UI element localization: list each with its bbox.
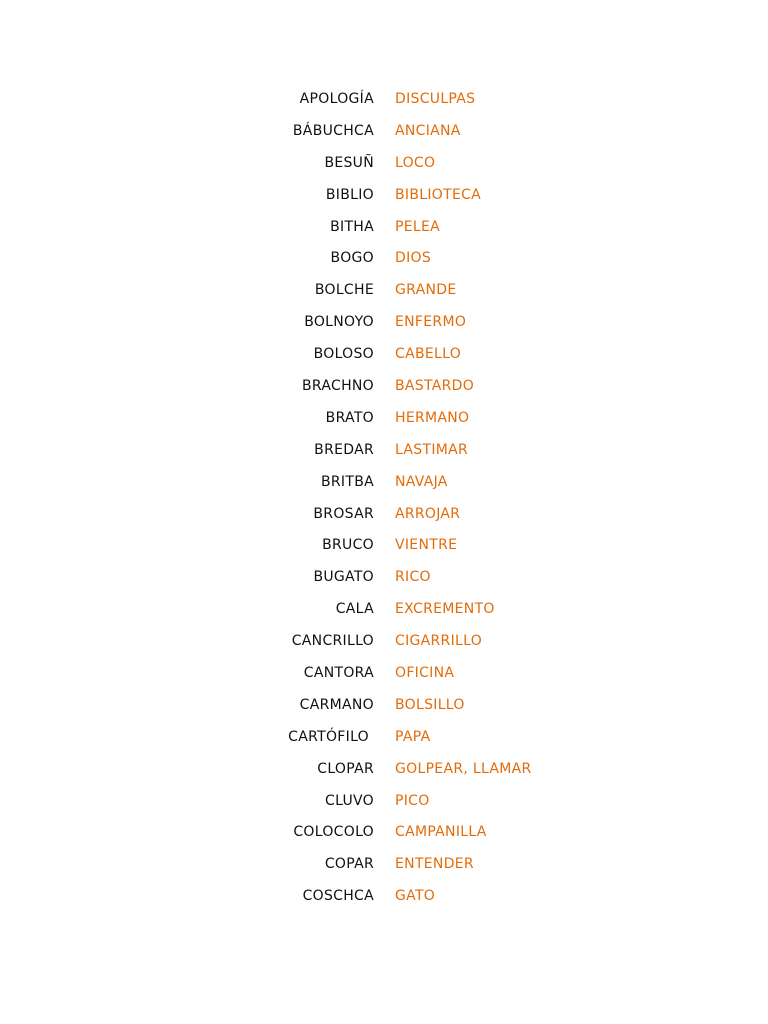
glossary-meaning: PAPA bbox=[395, 728, 431, 745]
glossary-entry bbox=[0, 119, 768, 151]
glossary-entry bbox=[0, 661, 768, 693]
glossary-term: BRUCO bbox=[322, 537, 374, 554]
glossary-term: BROSAR bbox=[313, 505, 374, 522]
glossary-term: BOLOSO bbox=[313, 346, 374, 363]
glossary-meaning: CIGARRILLO bbox=[395, 633, 483, 650]
glossary-meaning: CABELLO bbox=[395, 346, 462, 363]
glossary-term: CARMANO bbox=[299, 696, 374, 713]
glossary-meaning: BOLSILLO bbox=[395, 696, 465, 713]
glossary-entry bbox=[0, 693, 768, 725]
glossary-entry bbox=[0, 533, 768, 565]
glossary-term: BESUÑ bbox=[324, 154, 374, 171]
glossary-entry bbox=[0, 502, 768, 534]
glossary-term: BIBLIO bbox=[325, 186, 374, 203]
glossary-entry bbox=[0, 884, 768, 916]
glossary-term: COSCHCA bbox=[302, 888, 374, 905]
glossary-term: BITHA bbox=[330, 218, 374, 235]
glossary-term: BÁBUCHCA bbox=[292, 122, 374, 139]
glossary-meaning: GRANDE bbox=[395, 282, 457, 299]
glossary-entry bbox=[0, 820, 768, 852]
glossary-entry bbox=[0, 215, 768, 247]
glossary-term: CANTORA bbox=[303, 665, 374, 682]
glossary-entry bbox=[0, 278, 768, 310]
glossary-entry bbox=[0, 565, 768, 597]
glossary-entry bbox=[0, 757, 768, 789]
glossary-entry bbox=[0, 87, 768, 119]
glossary-term: APOLOGÍA bbox=[299, 91, 374, 107]
glossary-meaning: LASTIMAR bbox=[395, 441, 469, 458]
glossary-entry bbox=[0, 310, 768, 342]
glossary-meaning: DIOS bbox=[395, 250, 432, 267]
glossary-meaning: GOLPEAR, LLAMAR bbox=[395, 760, 532, 777]
glossary-term: BOGO bbox=[330, 250, 374, 267]
glossary-meaning: BASTARDO bbox=[395, 378, 475, 395]
glossary-meaning: DISCULPAS bbox=[395, 91, 476, 107]
glossary-term: BOLCHE bbox=[314, 282, 374, 299]
glossary-entry bbox=[0, 183, 768, 215]
glossary-term: BRATO bbox=[325, 409, 374, 426]
glossary-entry bbox=[0, 151, 768, 183]
glossary-term: BOLNOYO bbox=[304, 314, 374, 331]
glossary-meaning: CAMPANILLA bbox=[395, 824, 487, 841]
glossary-entry bbox=[0, 438, 768, 470]
glossary-entry bbox=[0, 789, 768, 821]
glossary-list bbox=[0, 87, 768, 916]
glossary-meaning: PELEA bbox=[395, 218, 441, 235]
glossary-meaning: RICO bbox=[395, 569, 431, 586]
glossary-meaning: ENTENDER bbox=[395, 856, 474, 873]
glossary-meaning: ENFERMO bbox=[395, 314, 467, 331]
glossary-term: CLOPAR bbox=[317, 760, 374, 777]
glossary-term: CANCRILLO bbox=[291, 633, 374, 650]
glossary-meaning: LOCO bbox=[395, 154, 436, 171]
glossary-meaning: VIENTRE bbox=[395, 537, 458, 554]
glossary-entry bbox=[0, 374, 768, 406]
glossary-meaning: BIBLIOTECA bbox=[395, 186, 482, 203]
glossary-term: COPAR bbox=[324, 856, 374, 873]
glossary-entry bbox=[0, 342, 768, 374]
glossary-meaning: ARROJAR bbox=[395, 505, 461, 522]
glossary-meaning: ANCIANA bbox=[395, 122, 461, 139]
glossary-term: BUGATO bbox=[313, 569, 374, 586]
glossary-meaning: NAVAJA bbox=[395, 473, 448, 490]
glossary-term: BRACHNO bbox=[302, 378, 374, 395]
glossary-entry bbox=[0, 246, 768, 278]
glossary-entry bbox=[0, 470, 768, 502]
glossary-entry bbox=[0, 597, 768, 629]
glossary-term: CLUVO bbox=[325, 792, 374, 809]
glossary-meaning: EXCREMENTO bbox=[395, 601, 495, 618]
glossary-term: BREDAR bbox=[314, 441, 374, 458]
glossary-term: COLOCOLO bbox=[293, 824, 374, 841]
glossary-term: BRITBA bbox=[321, 473, 374, 490]
glossary-meaning: PICO bbox=[395, 792, 430, 809]
glossary-entry bbox=[0, 406, 768, 438]
glossary-term: CARTÓFILO bbox=[288, 728, 369, 745]
glossary-meaning: GATO bbox=[395, 888, 436, 905]
glossary-meaning: OFICINA bbox=[395, 665, 455, 682]
glossary-term: CALA bbox=[335, 601, 374, 618]
glossary-entry bbox=[0, 725, 768, 757]
glossary-entry bbox=[0, 629, 768, 661]
glossary-entry bbox=[0, 852, 768, 884]
glossary-meaning: HERMANO bbox=[395, 409, 470, 426]
